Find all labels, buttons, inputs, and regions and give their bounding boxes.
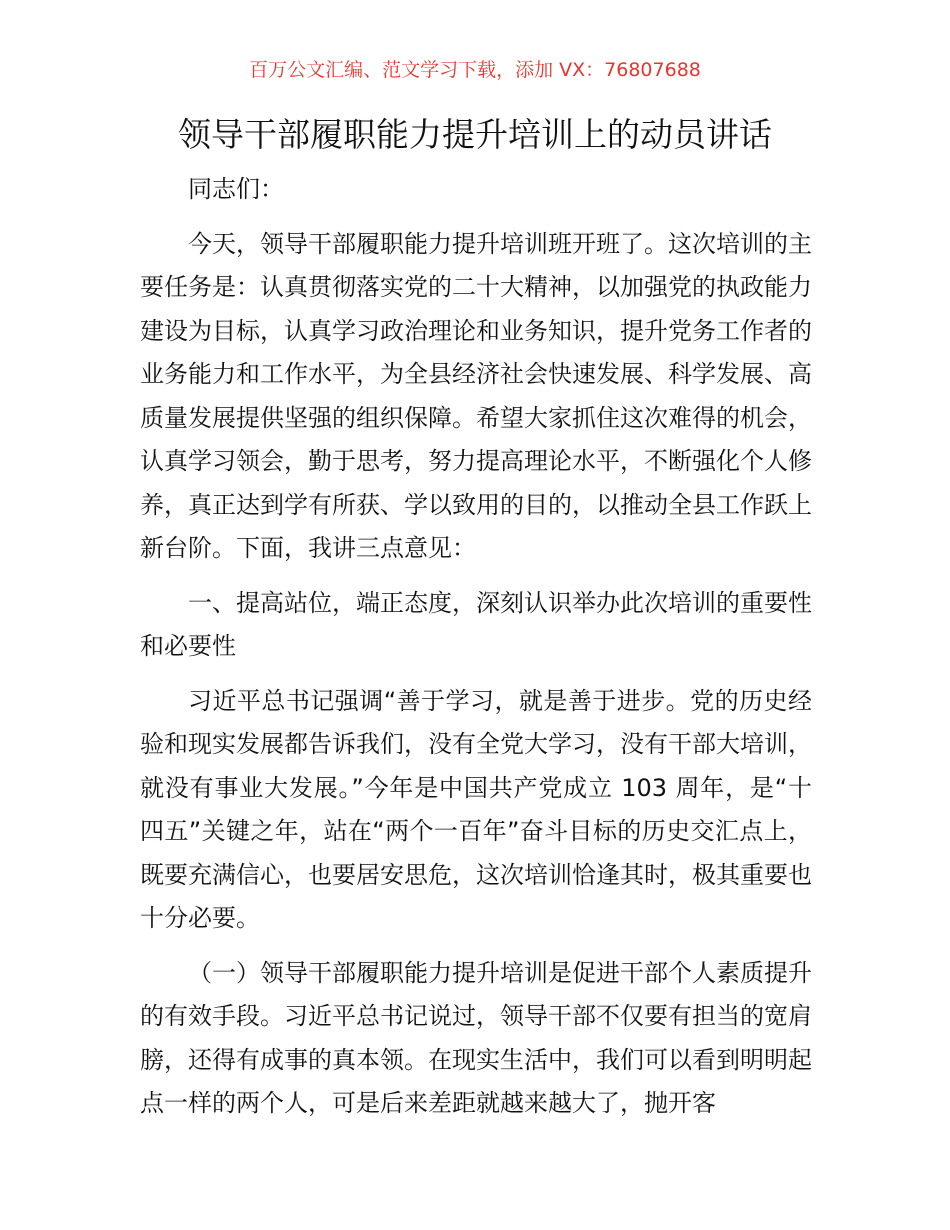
paragraph-2: 习近平总书记强调“善于学习，就是善于进步。党的历史经验和现实发展都告诉我们，没有全党大学习，没有干部大培训，就没有事业大发展。”今年是中国共产党成立 103 周年，是“十四五”关键之年，站在“两个一百年”奋斗目标的历史交汇点上，既要充满信心，也要居安思危，这次培训恰逢其时，极其重要也十分必要。 <box>140 686 812 932</box>
document-body <box>140 168 812 1126</box>
document-title: 领导干部履职能力提升培训上的动员讲话 <box>178 115 772 154</box>
paragraph-3: （一）领导干部履职能力提升培训是促进干部个人素质提升的有效手段。习近平总书记说过，领导干部不仅要有担当的宽肩膀，还得有成事的真本领。在现实生活中，我们可以看到明明起点一样的两个人，可是后来差距就越来越大了，抛开客 <box>140 958 812 1117</box>
greeting: 同志们： <box>188 175 284 203</box>
section-heading-1: 一、提高站位，端正态度，深刻认识举办此次培训的重要性和必要性 <box>140 588 812 660</box>
paragraph-intro: 今天，领导干部履职能力提升培训班开班了。这次培训的主要任务是：认真贯彻落实党的二十大精神，以加强党的执政能力建设为目标，认真学习政治理论和业务知识，提升党务工作者的业务能力和工作水平，为全县经济社会快速发展、科学发展、高质量发展提供坚强的组织保障。希望大家抓住这次难得的机会，认真学习领会，勤于思考，努力提高理论水平，不断强化个人修养，真正达到学有所获、学以致用的目的，以推动全县工作跃上新台阶。下面，我讲三点意见： <box>140 229 812 562</box>
watermark-header: 百万公文汇编、范文学习下载，添加 VX：76807688 <box>249 59 701 81</box>
